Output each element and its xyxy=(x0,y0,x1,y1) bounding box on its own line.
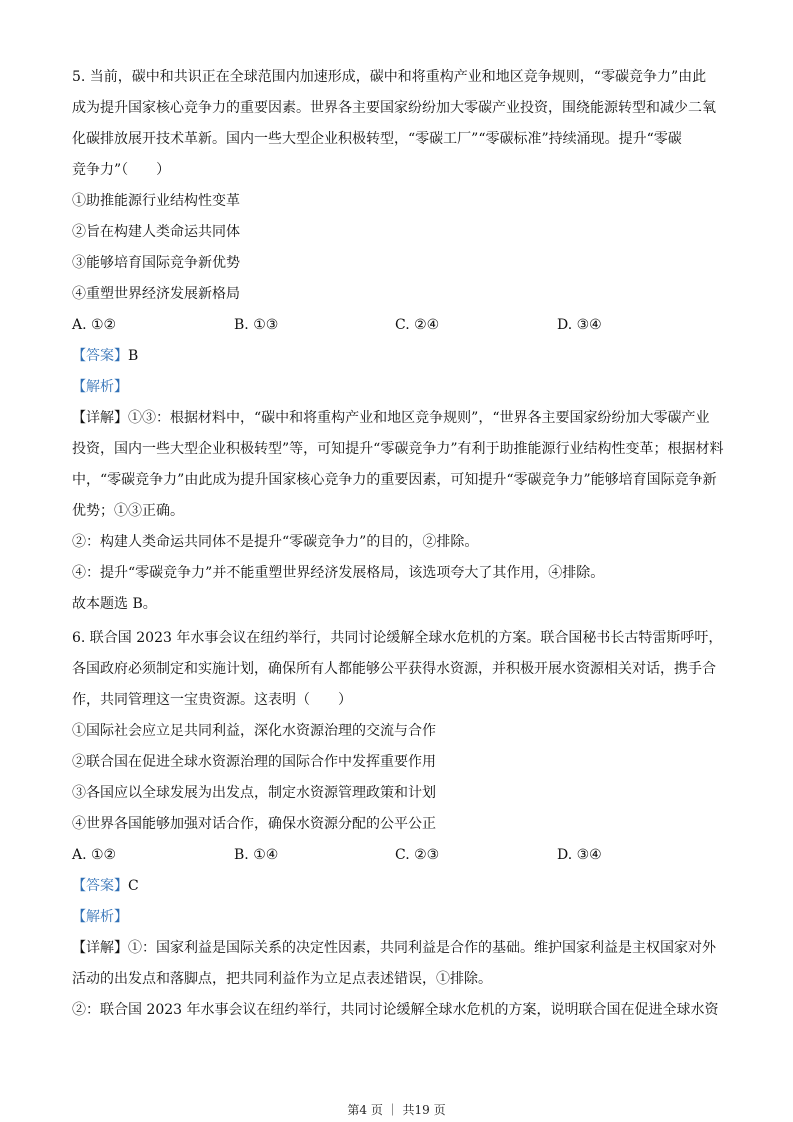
q6-option-c: C. ②③ xyxy=(395,847,440,863)
q5-stem-line: 竞争力”（ ） xyxy=(72,162,171,178)
q5-detail-line: ④：提升“零碳竞争力”并不能重塑世界经济发展格局，该选项夸大了其作用，④排除。 xyxy=(72,565,605,581)
q5-detail-line: 故本题选 B。 xyxy=(72,596,157,612)
q5-options xyxy=(72,314,727,336)
q6-stem-line: 各国政府必须制定和实施计划，确保所有人都能够公平获得水资源，并积极开展水资源相关对话，携手合 xyxy=(72,661,716,677)
detail-tag: 【详解】 xyxy=(72,410,128,426)
q5-item: ②旨在构建人类命运共同体 xyxy=(72,224,240,240)
answer-value: B xyxy=(128,348,139,364)
q6-detail-line: 活动的出发点和落脚点，把共同利益作为立足点表述错误，①排除。 xyxy=(72,971,492,987)
q6-option-b: B. ①④ xyxy=(234,847,279,863)
q6-answer xyxy=(72,875,727,897)
answer-tag: 【答案】 xyxy=(72,878,128,894)
page-footer: 第4 页 ｜ 共19 页 xyxy=(347,1103,446,1117)
answer-value: C xyxy=(128,878,139,894)
q5-stem-line: 成为提升国家核心竞争力的重要因素。世界各主要国家纷纷加大零碳产业投资，围绕能源转型和减少二氧 xyxy=(72,100,716,116)
detail-text: ①③：根据材料中，“碳中和将重构产业和地区竞争规则”，“世界各主要国家纷纷加大零碳产业 xyxy=(128,410,710,426)
detail-tag: 【详解】 xyxy=(72,940,128,956)
answer-tag: 【答案】 xyxy=(72,348,128,364)
q6-option-d: D. ③④ xyxy=(557,847,602,863)
q6-item: ①国际社会应立足共同利益，深化水资源治理的交流与合作 xyxy=(72,723,436,739)
analysis-tag: 【解析】 xyxy=(72,909,128,925)
q6-analysis xyxy=(72,906,727,928)
q5-option-d: D. ③④ xyxy=(557,317,602,333)
q5-option-c: C. ②④ xyxy=(395,317,440,333)
q6-item: ②联合国在促进全球水资源治理的国际合作中发挥重要作用 xyxy=(72,754,436,770)
q6-stem-line: 6. 联合国 2023 年水事会议在纽约举行，共同讨论缓解全球水危机的方案。联合国秘书长古特雷斯呼吁， xyxy=(72,630,723,646)
detail-text: ①：国家利益是国际关系的决定性因素，共同利益是合作的基础。维护国家利益是主权国家对外 xyxy=(128,940,716,956)
q5-detail-line: 优势；①③正确。 xyxy=(72,503,184,519)
q5-stem-line: 化碳排放展开技术革新。国内一些大型企业积极转型，“零碳工厂”“零碳标准”持续涌现。提升“零碳 xyxy=(72,131,682,147)
q6-detail-line: ②：联合国 2023 年水事会议在纽约举行，共同讨论缓解全球水危机的方案，说明联合国在促进全球水资 xyxy=(72,1002,719,1018)
q5-detail-line xyxy=(72,407,727,429)
q5-option-a: A. ①② xyxy=(72,317,117,333)
q6-option-a: A. ①② xyxy=(72,847,117,863)
q6-detail-line xyxy=(72,937,727,959)
q5-item: ③能够培育国际竞争新优势 xyxy=(72,255,240,271)
q5-analysis xyxy=(72,376,727,398)
q5-answer xyxy=(72,345,727,367)
q6-options xyxy=(72,844,727,866)
q5-stem-line: 5. 当前，碳中和共识正在全球范围内加速形成，碳中和将重构产业和地区竞争规则，“零碳竞争力”由此 xyxy=(72,69,707,85)
q5-detail-line: ②：构建人类命运共同体不是提升“零碳竞争力”的目的，②排除。 xyxy=(72,534,479,550)
q6-stem-line: 作，共同管理这一宝贵资源。这表明（ ） xyxy=(72,692,352,708)
q5-item: ④重塑世界经济发展新格局 xyxy=(72,286,240,302)
q5-option-b: B. ①③ xyxy=(234,317,279,333)
q5-detail-line: 中，“零碳竞争力”由此成为提升国家核心竞争力的重要因素，可知提升“零碳竞争力”能够培育国际竞争新 xyxy=(72,472,717,488)
analysis-tag: 【解析】 xyxy=(72,379,128,395)
q6-item: ④世界各国能够加强对话合作，确保水资源分配的公平公正 xyxy=(72,816,436,832)
q6-item: ③各国应以全球发展为出发点，制定水资源管理政策和计划 xyxy=(72,785,436,801)
q5-detail-line: 投资，国内一些大型企业积极转型”等，可知提升“零碳竞争力”有利于助推能源行业结构性变革；根据材料 xyxy=(72,441,724,457)
q5-item: ①助推能源行业结构性变革 xyxy=(72,193,240,209)
